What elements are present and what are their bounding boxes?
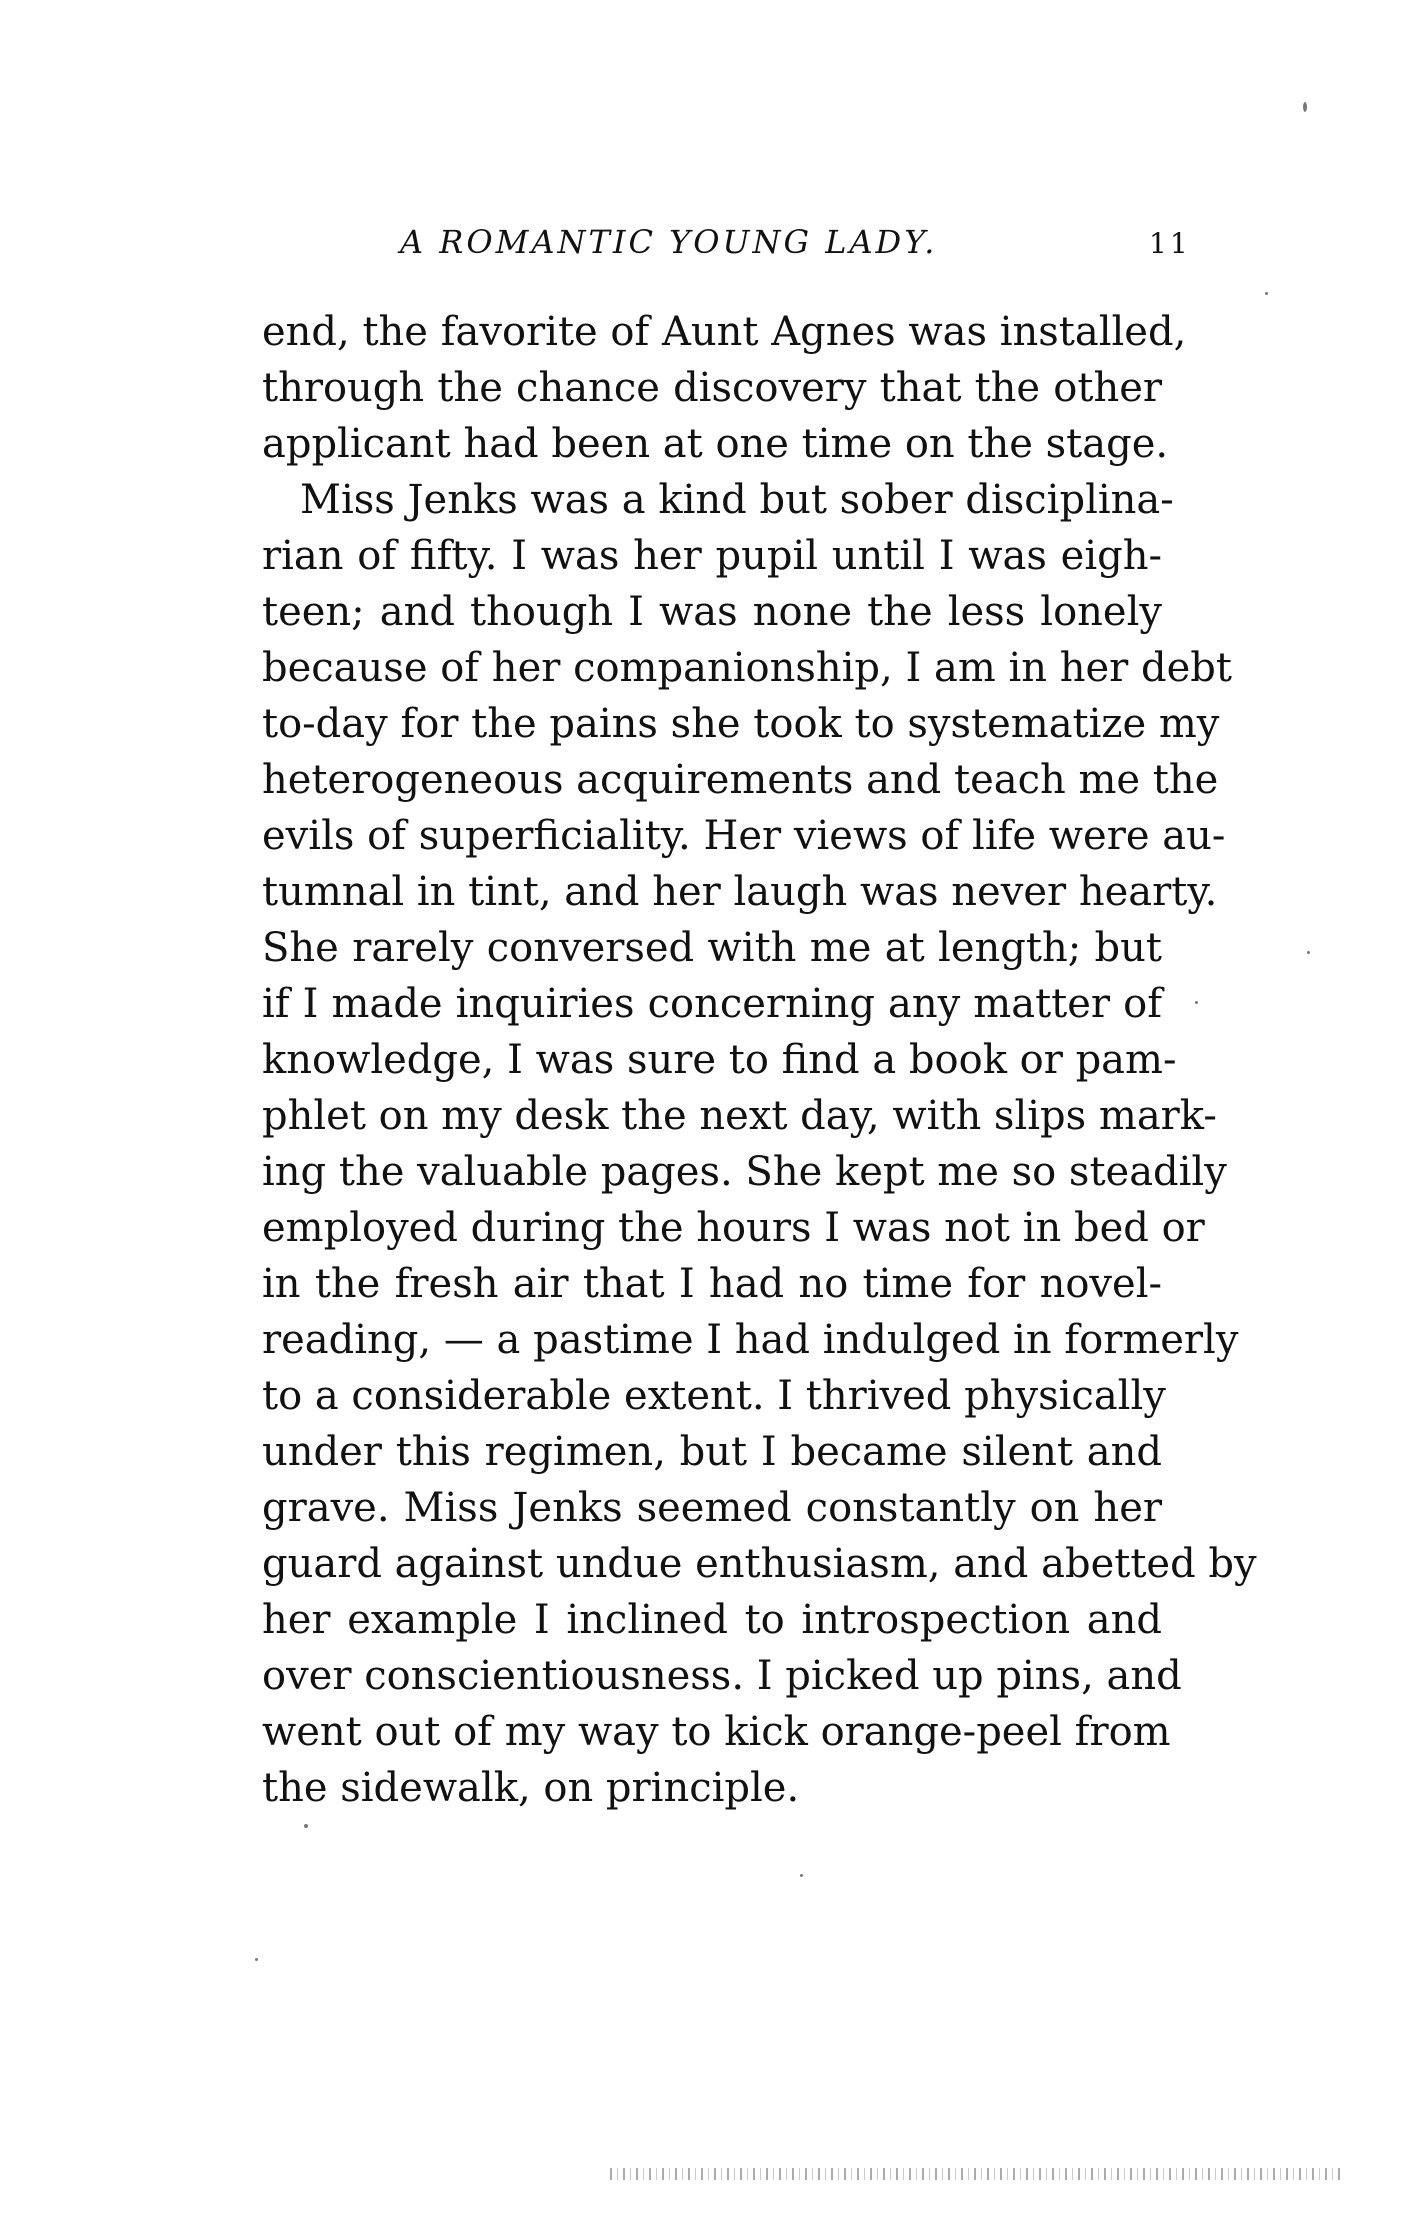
scan-speck (1265, 292, 1268, 295)
running-title: A ROMANTIC YOUNG LADY. (400, 223, 938, 261)
text-line: heterogeneous acquirements and teach me the (262, 757, 1219, 803)
text-line: employed during the hours I was not in bed or (262, 1205, 1205, 1251)
scan-speck (1195, 1001, 1198, 1004)
text-line: went out of my way to kick orange-peel from (262, 1709, 1171, 1755)
scan-noise-strip (610, 2168, 1340, 2180)
text-line: because of her companionship, I am in her debt (262, 645, 1232, 691)
text-line: end, the favorite of Aunt Agnes was installed, (262, 309, 1187, 355)
scan-speck (1303, 102, 1307, 112)
text-line: in the fresh air that I had no time for novel- (262, 1261, 1162, 1307)
text-line: applicant had been at one time on the stage. (262, 421, 1169, 467)
text-line: She rarely conversed with me at length; but (262, 925, 1162, 971)
text-line: under this regimen, but I became silent and (262, 1429, 1162, 1475)
text-line: tumnal in tint, and her laugh was never hearty. (262, 869, 1218, 915)
text-line: rian of fifty. I was her pupil until I was eigh- (262, 533, 1162, 579)
text-line: evils of superficiality. Her views of life were au- (262, 813, 1226, 859)
text-line: to-day for the pains she took to systematize my (262, 701, 1220, 747)
text-line: the sidewalk, on principle. (262, 1765, 800, 1811)
text-line: Miss Jenks was a kind but sober disciplina- (300, 477, 1174, 523)
text-line: ing the valuable pages. She kept me so steadily (262, 1149, 1227, 1195)
text-line: phlet on my desk the next day, with slips mark- (262, 1093, 1217, 1139)
text-line: teen; and though I was none the less lonely (262, 589, 1162, 635)
text-line: guard against undue enthusiasm, and abetted by (262, 1541, 1257, 1587)
text-line: through the chance discovery that the other (262, 365, 1162, 411)
text-line: reading, — a pastime I had indulged in formerly (262, 1317, 1239, 1363)
text-line: grave. Miss Jenks seemed constantly on her (262, 1485, 1162, 1531)
text-line: over conscientiousness. I picked up pins, and (262, 1653, 1182, 1699)
page-header (260, 222, 1191, 270)
text-line: knowledge, I was sure to find a book or pam- (262, 1037, 1177, 1083)
text-line: her example I inclined to introspection and (262, 1597, 1162, 1643)
text-line: to a considerable extent. I thrived physically (262, 1373, 1166, 1419)
scan-speck (255, 1958, 258, 1961)
scan-speck (800, 1874, 803, 1877)
scan-speck (1307, 951, 1310, 954)
page-number: 11 (1149, 227, 1191, 260)
scan-speck (304, 1824, 308, 1828)
text-line: if I made inquiries concerning any matter of (262, 981, 1162, 1027)
body-text (262, 304, 1257, 1816)
